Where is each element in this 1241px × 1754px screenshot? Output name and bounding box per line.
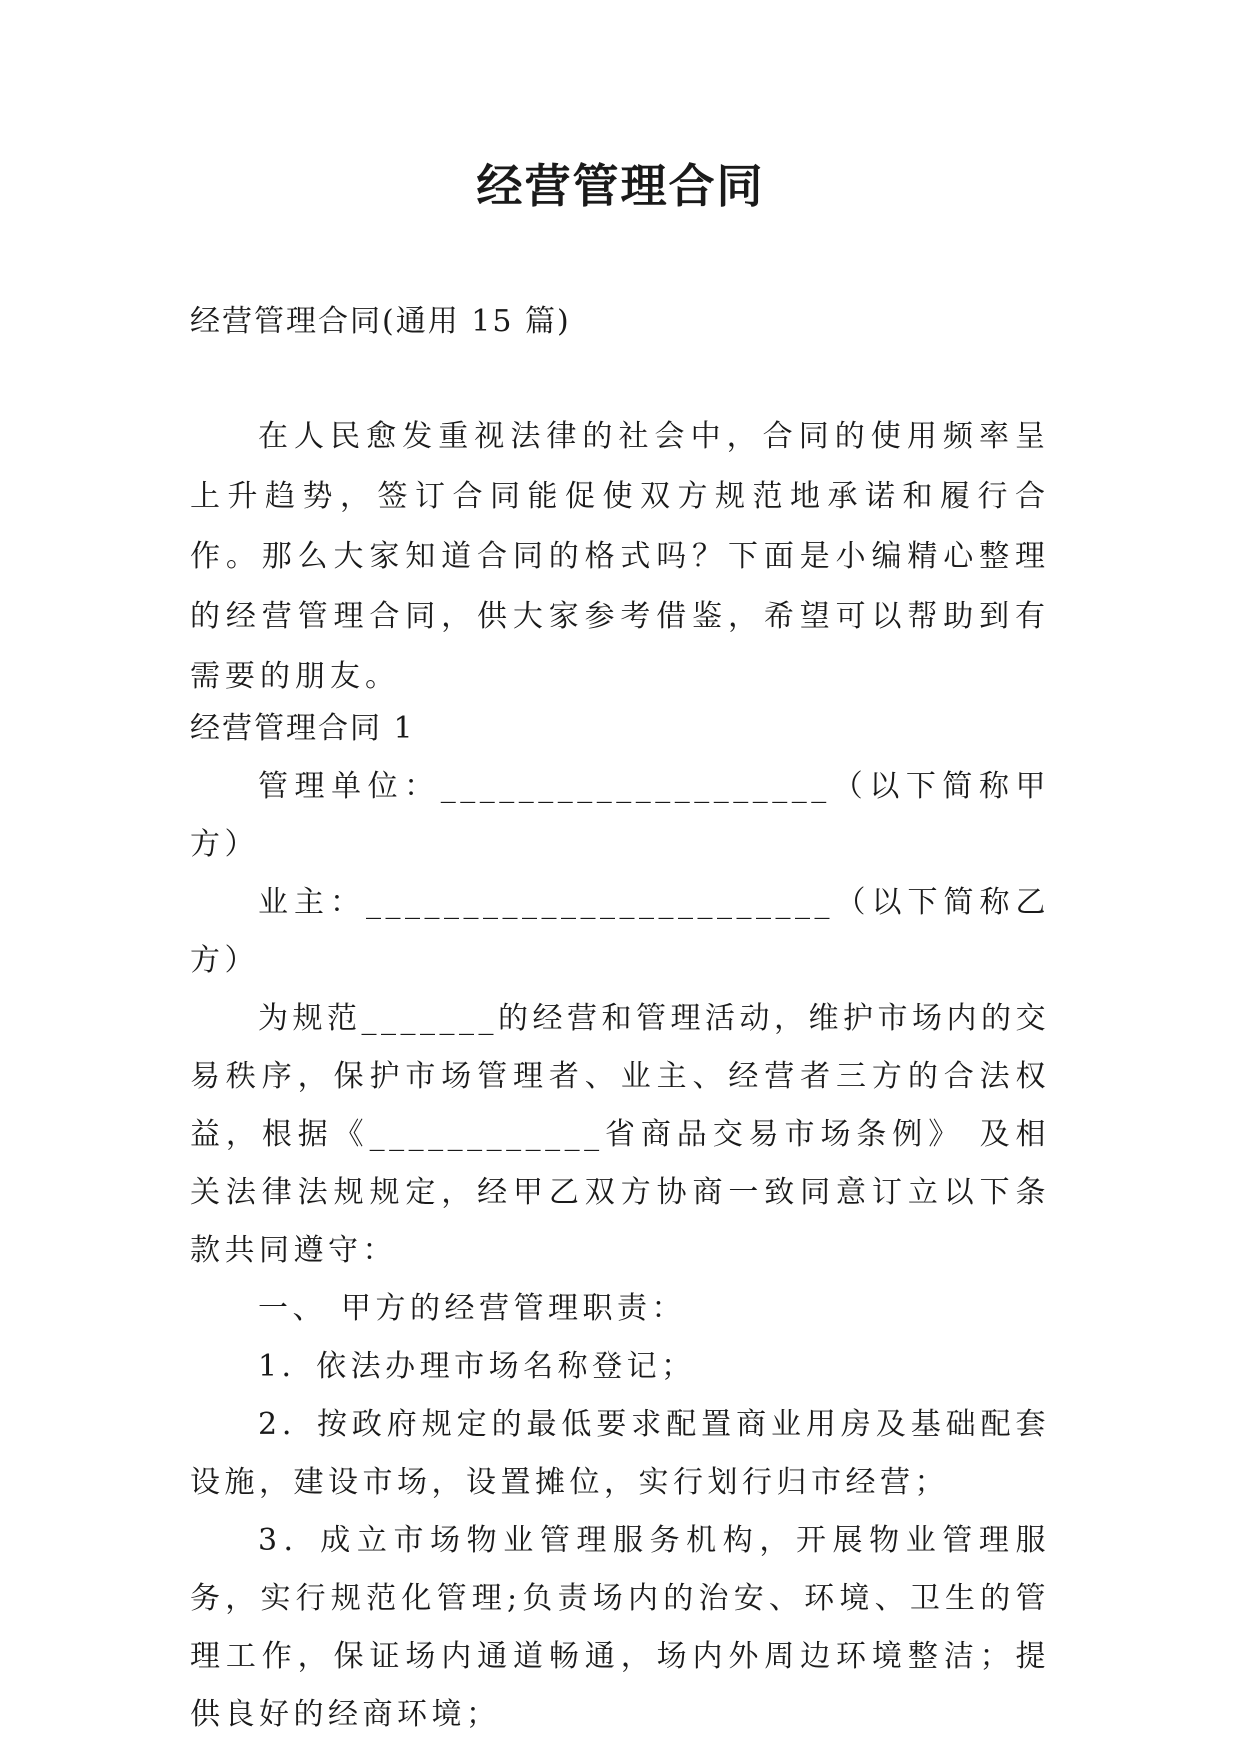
section-title: 经营管理合同 1 (190, 711, 415, 746)
preamble-paragraph: 为规范_______的经营和管理活动，维护市场内的交易秩序，保护市场管理者、业主、经营者三方的合法权益，根据《____________省商品交易市场条例》 及相关法律法规规定，经甲乙双方协商一致同意订立以下条款共同遵守： (190, 1001, 1050, 1268)
owner-line: 业主：________________________（以下简称乙方） (190, 885, 1050, 978)
management-unit-line: 管理单位：____________________（以下简称甲方） (190, 769, 1050, 862)
document-title: 经营管理合同 (476, 159, 765, 213)
clause-heading-1: 一、 甲方的经营管理职责： (258, 1291, 687, 1326)
clause-item-3: 3．成立市场物业管理服务机构，开展物业管理服务，实行规范化管理;负责场内的治安、环境、卫生的管理工作，保证场内通道畅通，场内外周边环境整洁；提供良好的经商环境； (190, 1523, 1050, 1732)
document-subtitle: 经营管理合同(通用 15 篇) (190, 304, 571, 339)
contract-body (190, 700, 1050, 1744)
clause-item-1: 1．依法办理市场名称登记； (258, 1349, 696, 1384)
clause-item-2: 2．按政府规定的最低要求配置商业用房及基础配套设施，建设市场，设置摊位，实行划行归市经营； (190, 1407, 1050, 1500)
intro-paragraph: 在人民愈发重视法律的社会中，合同的使用频率呈上升趋势，签订合同能促使双方规范地承诺和履行合作。那么大家知道合同的格式吗？下面是小编精心整理的经营管理合同，供大家参考借鉴，希望可以帮助到有需要的朋友。 (190, 419, 1050, 694)
